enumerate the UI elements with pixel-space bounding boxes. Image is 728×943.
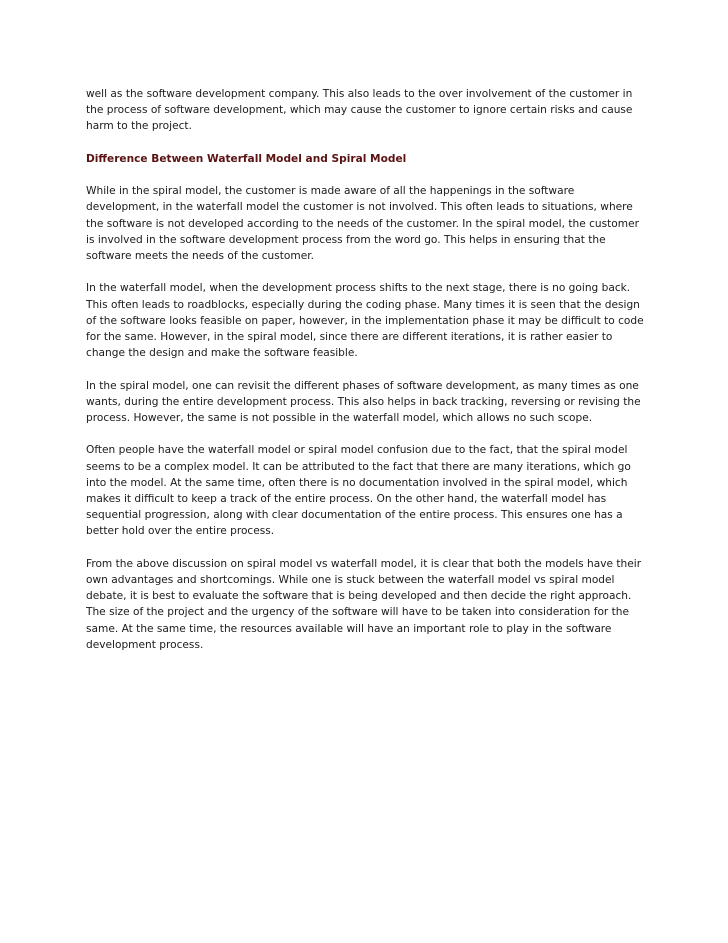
- intro-paragraph: well as the software development company. This also leads to the over involvement of the customer in the process of software development, which may cause the customer to ignore certain risks and cause harm to the project.: [86, 88, 633, 133]
- paragraph-customer-involvement: While in the spiral model, the customer is made aware of all the happenings in the software development, in the waterfall model the customer is not involved. This often leads to situations, where the software is not developed according to the needs of the customer. In the spiral model, the customer is involved in the software development process from the word go. This helps in ensuring that the software meets the needs of the customer.: [86, 185, 639, 262]
- paragraph-revisit-phases: In the spiral model, one can revisit the different phases of software development, as many times as one wants, during the entire development process. This also helps in back tracking, reversing or revising the process. However, the same is not possible in the waterfall model, which allows no such scope.: [86, 379, 641, 424]
- paragraph-stage-shifts: In the waterfall model, when the development process shifts to the next stage, there is no going back. This often leads to roadblocks, especially during the coding phase. Many times it is seen that the design of the software looks feasible on paper, however, in the implementation phase it may be difficult to code for the same. However, in the spiral model, since there are different iterations, it is rather easier to change the design and make the software feasible.: [86, 282, 644, 360]
- document-page: [86, 86, 646, 669]
- paragraph-conclusion: From the above discussion on spiral model vs waterfall model, it is clear that both the models have their own advantages and shortcomings. While one is stuck between the waterfall model vs spiral model debate, it is best to evaluate the software that is being developed and then decide the right approach. The size of the project and the urgency of the software will have to be taken into consideration for the same. At the same time, the resources available will have an important role to play in the software development process.: [86, 557, 642, 651]
- paragraph-model-confusion: Often people have the waterfall model or spiral model confusion due to the fact, that the spiral model seems to be a complex model. It can be attributed to the fact that there are many iterations, which go into the model. At the same time, often there is no documentation involved in the spiral model, which makes it difficult to keep a track of the entire process. On the other hand, the waterfall model has sequential progression, along with clear documentation of the entire process. This ensures one has a better hold over the entire process.: [86, 444, 631, 538]
- section-heading: Difference Between Waterfall Model and Spiral Model: [86, 152, 407, 165]
